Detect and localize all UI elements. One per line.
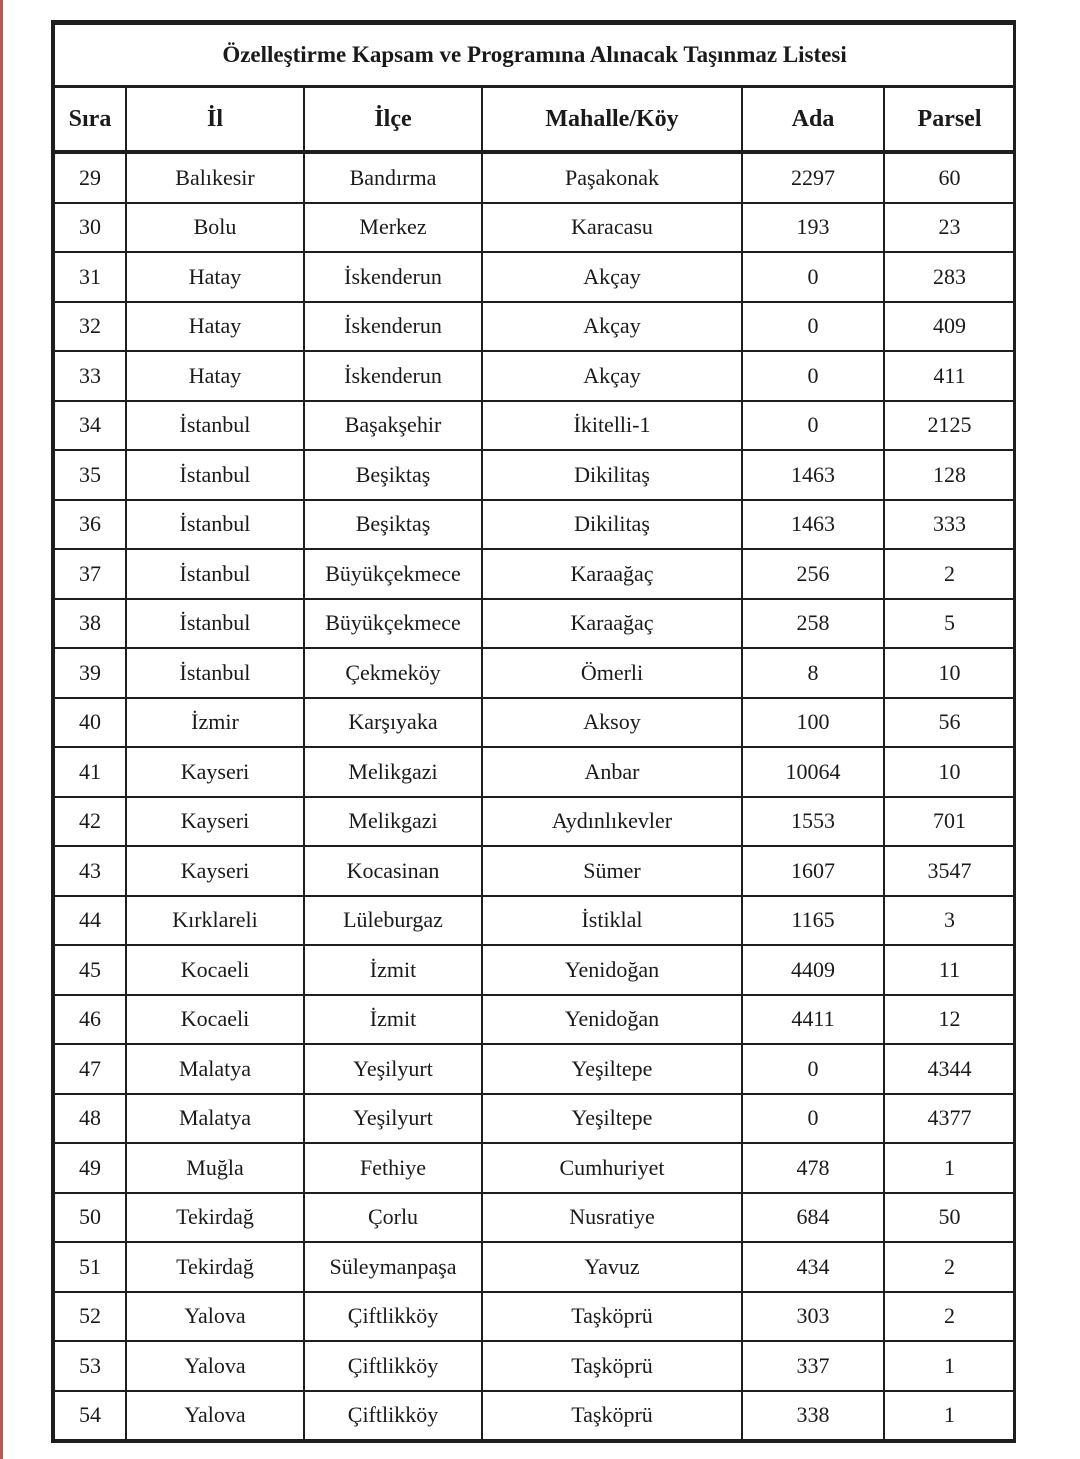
il-cell: Balıkesir — [126, 152, 304, 203]
ada-cell: 1607 — [742, 846, 884, 896]
parsel-cell: 4377 — [884, 1094, 1015, 1144]
table-row — [54, 500, 1015, 550]
sira-cell: 42 — [54, 797, 126, 847]
mahalle-koy-cell: Yeşiltepe — [482, 1094, 742, 1144]
mahalle-koy-cell: Akçay — [482, 302, 742, 352]
table-row — [54, 1341, 1015, 1391]
column-header-il: İl — [126, 87, 304, 153]
ada-cell: 684 — [742, 1193, 884, 1243]
sira-cell: 52 — [54, 1292, 126, 1342]
table-row — [54, 450, 1015, 500]
header-row — [54, 87, 1015, 153]
mahalle-koy-cell: Taşköprü — [482, 1292, 742, 1342]
ada-cell: 4409 — [742, 945, 884, 995]
mahalle-koy-cell: Karacasu — [482, 203, 742, 253]
table-row — [54, 698, 1015, 748]
sira-cell: 43 — [54, 846, 126, 896]
il-cell: Yalova — [126, 1391, 304, 1441]
ilce-cell: İzmit — [304, 945, 482, 995]
il-cell: İstanbul — [126, 450, 304, 500]
mahalle-koy-cell: Paşakonak — [482, 152, 742, 203]
ilce-cell: Yeşilyurt — [304, 1044, 482, 1094]
ada-cell: 258 — [742, 599, 884, 649]
parsel-cell: 2 — [884, 1292, 1015, 1342]
property-list-table — [53, 22, 1016, 1441]
sira-cell: 51 — [54, 1242, 126, 1292]
column-header-parsel: Parsel — [884, 87, 1015, 153]
il-cell: Muğla — [126, 1143, 304, 1193]
sira-cell: 53 — [54, 1341, 126, 1391]
parsel-cell: 409 — [884, 302, 1015, 352]
il-cell: Kayseri — [126, 797, 304, 847]
sira-cell: 29 — [54, 152, 126, 203]
il-cell: Bolu — [126, 203, 304, 253]
column-header-ada: Ada — [742, 87, 884, 153]
sira-cell: 30 — [54, 203, 126, 253]
sira-cell: 41 — [54, 747, 126, 797]
mahalle-koy-cell: Dikilitaş — [482, 500, 742, 550]
parsel-cell: 2 — [884, 549, 1015, 599]
ilce-cell: Melikgazi — [304, 747, 482, 797]
table-row — [54, 797, 1015, 847]
table-body — [54, 152, 1015, 1440]
il-cell: İstanbul — [126, 599, 304, 649]
mahalle-koy-cell: Nusratiye — [482, 1193, 742, 1243]
il-cell: Tekirdağ — [126, 1242, 304, 1292]
ilce-cell: İzmit — [304, 995, 482, 1045]
mahalle-koy-cell: İstiklal — [482, 896, 742, 946]
table-row — [54, 549, 1015, 599]
table-row — [54, 401, 1015, 451]
ilce-cell: Çiftlikköy — [304, 1391, 482, 1441]
parsel-cell: 3 — [884, 896, 1015, 946]
column-header-mahalle-koy: Mahalle/Köy — [482, 87, 742, 153]
parsel-cell: 10 — [884, 648, 1015, 698]
parsel-cell: 411 — [884, 351, 1015, 401]
ilce-cell: Büyükçekmece — [304, 549, 482, 599]
table-row — [54, 302, 1015, 352]
parsel-cell: 56 — [884, 698, 1015, 748]
sira-cell: 50 — [54, 1193, 126, 1243]
ada-cell: 193 — [742, 203, 884, 253]
ada-cell: 434 — [742, 1242, 884, 1292]
sira-cell: 37 — [54, 549, 126, 599]
mahalle-koy-cell: Taşköprü — [482, 1341, 742, 1391]
table-row — [54, 152, 1015, 203]
parsel-cell: 12 — [884, 995, 1015, 1045]
mahalle-koy-cell: Karaağaç — [482, 599, 742, 649]
page-edge-stripe — [0, 0, 3, 1459]
mahalle-koy-cell: Cumhuriyet — [482, 1143, 742, 1193]
il-cell: İstanbul — [126, 648, 304, 698]
document-sheet — [53, 22, 1014, 1441]
il-cell: Kocaeli — [126, 995, 304, 1045]
table-row — [54, 252, 1015, 302]
column-header-ilce: İlçe — [304, 87, 482, 153]
parsel-cell: 11 — [884, 945, 1015, 995]
ada-cell: 0 — [742, 401, 884, 451]
ada-cell: 10064 — [742, 747, 884, 797]
parsel-cell: 128 — [884, 450, 1015, 500]
ada-cell: 337 — [742, 1341, 884, 1391]
sira-cell: 39 — [54, 648, 126, 698]
table-row — [54, 351, 1015, 401]
ilce-cell: İskenderun — [304, 252, 482, 302]
parsel-cell: 283 — [884, 252, 1015, 302]
ilce-cell: Çorlu — [304, 1193, 482, 1243]
sira-cell: 34 — [54, 401, 126, 451]
ilce-cell: Süleymanpaşa — [304, 1242, 482, 1292]
mahalle-koy-cell: Yeşiltepe — [482, 1044, 742, 1094]
ada-cell: 1553 — [742, 797, 884, 847]
il-cell: Yalova — [126, 1341, 304, 1391]
table-row — [54, 648, 1015, 698]
sira-cell: 48 — [54, 1094, 126, 1144]
il-cell: İzmir — [126, 698, 304, 748]
table-row — [54, 1292, 1015, 1342]
ilce-cell: Büyükçekmece — [304, 599, 482, 649]
column-header-sira: Sıra — [54, 87, 126, 153]
ada-cell: 0 — [742, 302, 884, 352]
ada-cell: 303 — [742, 1292, 884, 1342]
sira-cell: 46 — [54, 995, 126, 1045]
mahalle-koy-cell: Akçay — [482, 351, 742, 401]
mahalle-koy-cell: Aksoy — [482, 698, 742, 748]
mahalle-koy-cell: Akçay — [482, 252, 742, 302]
table-row — [54, 1193, 1015, 1243]
il-cell: Kocaeli — [126, 945, 304, 995]
table-row — [54, 1143, 1015, 1193]
mahalle-koy-cell: Karaağaç — [482, 549, 742, 599]
ilce-cell: Başakşehir — [304, 401, 482, 451]
ada-cell: 1463 — [742, 500, 884, 550]
ada-cell: 338 — [742, 1391, 884, 1441]
table-row — [54, 1044, 1015, 1094]
table-row — [54, 747, 1015, 797]
table-row — [54, 1242, 1015, 1292]
parsel-cell: 2 — [884, 1242, 1015, 1292]
ilce-cell: Lüleburgaz — [304, 896, 482, 946]
ada-cell: 100 — [742, 698, 884, 748]
table-row — [54, 599, 1015, 649]
sira-cell: 32 — [54, 302, 126, 352]
ada-cell: 0 — [742, 252, 884, 302]
ilce-cell: Fethiye — [304, 1143, 482, 1193]
mahalle-koy-cell: Yenidoğan — [482, 995, 742, 1045]
il-cell: Malatya — [126, 1044, 304, 1094]
table-row — [54, 995, 1015, 1045]
mahalle-koy-cell: Anbar — [482, 747, 742, 797]
ilce-cell: Beşiktaş — [304, 450, 482, 500]
il-cell: Hatay — [126, 351, 304, 401]
ilce-cell: Yeşilyurt — [304, 1094, 482, 1144]
il-cell: Yalova — [126, 1292, 304, 1342]
ada-cell: 8 — [742, 648, 884, 698]
ada-cell: 2297 — [742, 152, 884, 203]
table-row — [54, 1391, 1015, 1441]
il-cell: Kırklareli — [126, 896, 304, 946]
ilce-cell: Karşıyaka — [304, 698, 482, 748]
il-cell: Kayseri — [126, 846, 304, 896]
mahalle-koy-cell: Sümer — [482, 846, 742, 896]
sira-cell: 35 — [54, 450, 126, 500]
parsel-cell: 701 — [884, 797, 1015, 847]
parsel-cell: 60 — [884, 152, 1015, 203]
ada-cell: 0 — [742, 1044, 884, 1094]
ilce-cell: Kocasinan — [304, 846, 482, 896]
table-row — [54, 1094, 1015, 1144]
ilce-cell: İskenderun — [304, 351, 482, 401]
mahalle-koy-cell: Yenidoğan — [482, 945, 742, 995]
sira-cell: 38 — [54, 599, 126, 649]
mahalle-koy-cell: Ömerli — [482, 648, 742, 698]
ada-cell: 478 — [742, 1143, 884, 1193]
table-row — [54, 945, 1015, 995]
il-cell: İstanbul — [126, 549, 304, 599]
table-title: Özelleştirme Kapsam ve Programına Alınacak Taşınmaz Listesi — [54, 24, 1015, 87]
parsel-cell: 4344 — [884, 1044, 1015, 1094]
sira-cell: 36 — [54, 500, 126, 550]
sira-cell: 40 — [54, 698, 126, 748]
sira-cell: 33 — [54, 351, 126, 401]
sira-cell: 31 — [54, 252, 126, 302]
table-row — [54, 846, 1015, 896]
parsel-cell: 10 — [884, 747, 1015, 797]
sira-cell: 54 — [54, 1391, 126, 1441]
parsel-cell: 50 — [884, 1193, 1015, 1243]
ada-cell: 0 — [742, 1094, 884, 1144]
il-cell: Hatay — [126, 302, 304, 352]
ilce-cell: Çiftlikköy — [304, 1341, 482, 1391]
table-row — [54, 896, 1015, 946]
ilce-cell: Beşiktaş — [304, 500, 482, 550]
sira-cell: 44 — [54, 896, 126, 946]
ada-cell: 1463 — [742, 450, 884, 500]
parsel-cell: 1 — [884, 1143, 1015, 1193]
parsel-cell: 333 — [884, 500, 1015, 550]
sira-cell: 47 — [54, 1044, 126, 1094]
parsel-cell: 3547 — [884, 846, 1015, 896]
il-cell: Hatay — [126, 252, 304, 302]
ada-cell: 256 — [742, 549, 884, 599]
il-cell: Malatya — [126, 1094, 304, 1144]
parsel-cell: 23 — [884, 203, 1015, 253]
parsel-cell: 1 — [884, 1341, 1015, 1391]
ilce-cell: Çekmeköy — [304, 648, 482, 698]
mahalle-koy-cell: Dikilitaş — [482, 450, 742, 500]
il-cell: Tekirdağ — [126, 1193, 304, 1243]
ilce-cell: Çiftlikköy — [304, 1292, 482, 1342]
mahalle-koy-cell: Yavuz — [482, 1242, 742, 1292]
mahalle-koy-cell: Aydınlıkevler — [482, 797, 742, 847]
table-row — [54, 203, 1015, 253]
sira-cell: 49 — [54, 1143, 126, 1193]
ilce-cell: Bandırma — [304, 152, 482, 203]
sira-cell: 45 — [54, 945, 126, 995]
parsel-cell: 1 — [884, 1391, 1015, 1441]
ilce-cell: İskenderun — [304, 302, 482, 352]
ilce-cell: Merkez — [304, 203, 482, 253]
mahalle-koy-cell: İkitelli-1 — [482, 401, 742, 451]
il-cell: Kayseri — [126, 747, 304, 797]
ada-cell: 0 — [742, 351, 884, 401]
mahalle-koy-cell: Taşköprü — [482, 1391, 742, 1441]
il-cell: İstanbul — [126, 401, 304, 451]
parsel-cell: 5 — [884, 599, 1015, 649]
ada-cell: 1165 — [742, 896, 884, 946]
il-cell: İstanbul — [126, 500, 304, 550]
ilce-cell: Melikgazi — [304, 797, 482, 847]
parsel-cell: 2125 — [884, 401, 1015, 451]
ada-cell: 4411 — [742, 995, 884, 1045]
